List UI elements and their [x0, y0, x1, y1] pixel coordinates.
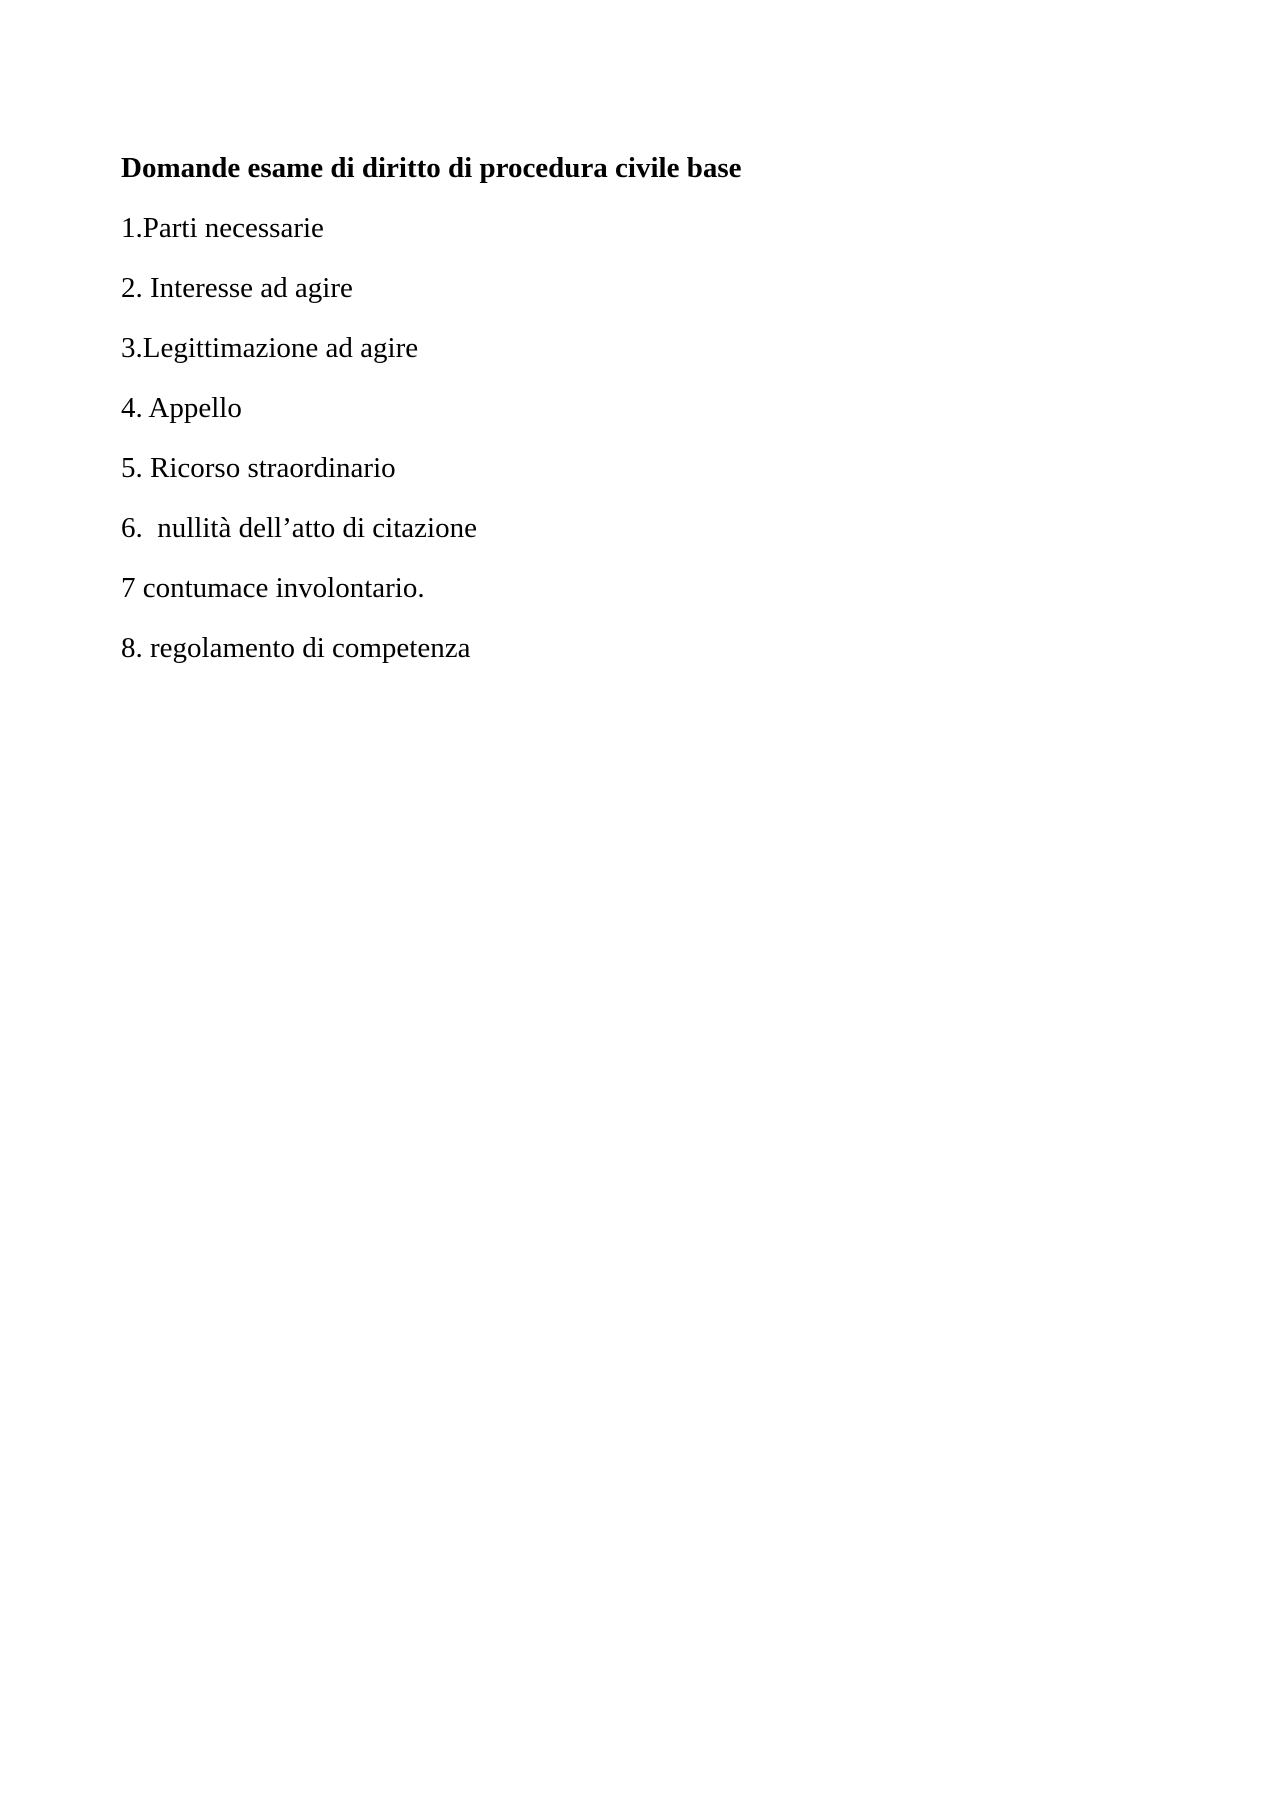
question-item-7: 7 contumace involontario. — [121, 572, 425, 604]
question-item-3: 3.Legittimazione ad agire — [121, 332, 419, 364]
question-item-6: 6. nullità dell’atto di citazione — [121, 512, 477, 544]
question-item-1: 1.Parti necessarie — [121, 212, 324, 244]
question-item-8: 8. regolamento di competenza — [121, 632, 471, 664]
question-item-5: 5. Ricorso straordinario — [121, 452, 396, 484]
question-list — [121, 210, 1161, 666]
question-item-4: 4. Appello — [121, 392, 242, 424]
question-item-2: 2. Interesse ad agire — [121, 272, 353, 304]
document-title: Domande esame di diritto di procedura civile base — [121, 152, 742, 184]
document-body — [121, 150, 1161, 690]
